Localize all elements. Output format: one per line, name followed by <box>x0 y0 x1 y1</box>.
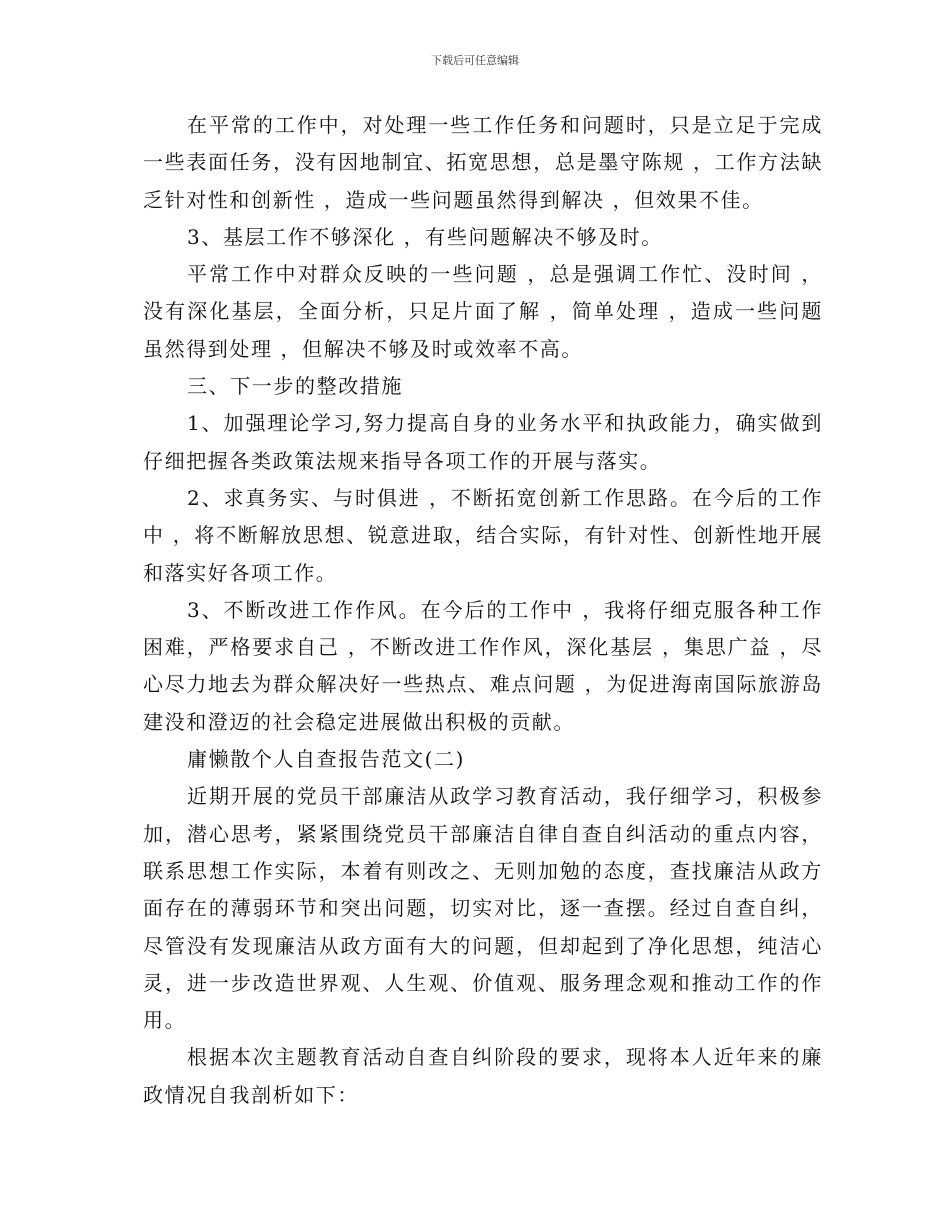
paragraph-education-activity: 近期开展的党员干部廉洁从政学习教育活动，我仔细学习，积极参加，潜心思考，紧紧围绕党员干部廉洁自律自查自纠活动的重点内容，联系思想工作实际，本着有则改之、无则加勉的态度，查找廉洁从政方面存在的薄弱环节和突出问题，切实对比，逐一查摆。经过自查自纠，尽管没有发现廉洁从政方面有大的问题，但却起到了净化思想，纯洁心灵，进一步改造世界观、人生观、价值观、服务理念观和推动工作的作用。 <box>143 784 823 1033</box>
document-body <box>143 107 823 1114</box>
paragraph-public-feedback: 平常工作中对群众反映的一些问题 ，总是强调工作忙、没时间 ，没有深化基层，全面分析，只足片面了解 ，简单处理 ，造成一些问题虽然得到处理 ，但解决不够及时或效率不高。 <box>143 262 823 361</box>
page-header: 下载后可任意编辑 <box>431 54 519 67</box>
heading-report-sample-2: 庸懒散个人自查报告范文(二) <box>187 747 466 772</box>
paragraph-work-issues: 在平常的工作中，对处理一些工作任务和问题时，只是立足于完成一些表面任务，没有因地制宜、拓宽思想，总是墨守陈规 ，工作方法缺乏针对性和创新性 ，造成一些问题虽然得到解决 ，但效果不佳。 <box>143 113 823 212</box>
paragraph-measure-1: 1、加强理论学习,努力提高自身的业务水平和执政能力，确实做到仔细把握各类政策法规来指导各项工作的开展与落实。 <box>143 411 823 473</box>
section-heading-rectification: 三、下一步的整改措施 <box>187 374 403 399</box>
paragraph-item-3-heading: 3、基层工作不够深化 ，有些问题解决不够及时。 <box>187 224 663 249</box>
paragraph-measure-2: 2、求真务实、与时俱进 ，不断拓宽创新工作思路。在今后的工作中 ，将不断解放思想、锐意进取，结合实际，有针对性、创新性地开展和落实好各项工作。 <box>143 485 823 585</box>
paragraph-self-analysis-intro: 根据本次主题教育活动自查自纠阶段的要求，现将本人近年来的廉政情况自我剖析如下： <box>143 1045 823 1107</box>
paragraph-measure-3: 3、不断改进工作作风。在今后的工作中 ，我将仔细克服各种工作困难，严格要求自己 ，不断改进工作作风，深化基层 ，集思广益 ，尽心尽力地去为群众解决好一些热点、难点问题 ，为促进海南国际旅游岛建没和澄迈的社会稳定进展做出积极的贡献。 <box>143 597 823 734</box>
